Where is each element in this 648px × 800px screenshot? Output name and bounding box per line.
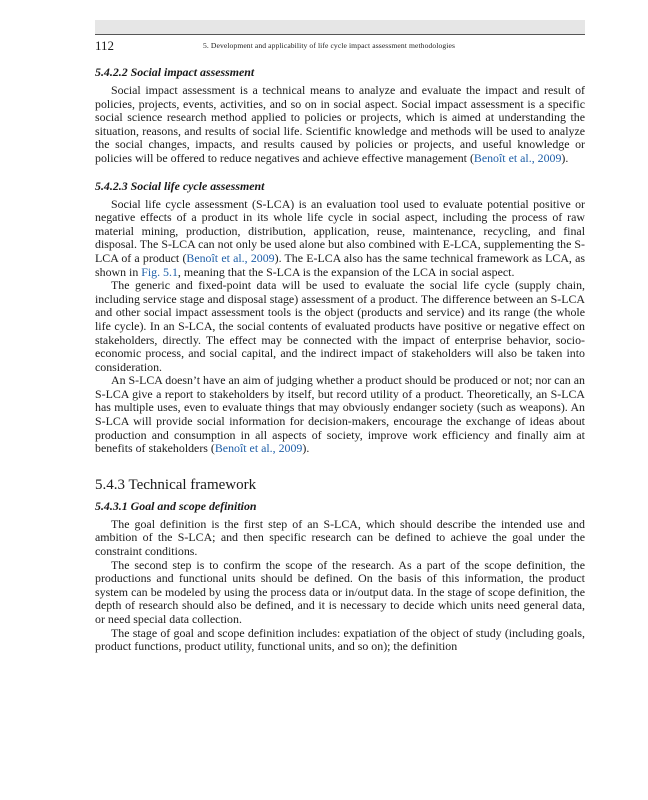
paragraph: Social life cycle assessment (S-LCA) is an evaluation tool used to evaluate potential positive or negative effects of a product in its whole life cycle in social aspect, including the process of raw material mining, production, distribution, application, reuse, maintenance, recycling, and final disposal. The S-LCA can not only be used alone but also combined with E-LCA, supplementing the S-LCA of a product (Benoît et al., 2009). The E-LCA also has the same technical framework as LCA, as shown in Fig. 5.1, meaning that the S-LCA is the expansion of the LCA in social aspect. (95, 196, 586, 279)
top-band (95, 20, 585, 34)
citation-link[interactable]: Benoît et al., 2009 (473, 150, 562, 165)
section-heading-goal-and-scope-definition: 5.4.3.1 Goal and scope definition (95, 498, 257, 513)
citation-link[interactable]: Benoît et al., 2009 (186, 250, 275, 265)
page-number: 112 (95, 38, 115, 53)
section-heading-social-life-cycle-assessment: 5.4.2.3 Social life cycle assessment (95, 178, 265, 193)
paragraph: The generic and fixed-point data will be used to evaluate the social life cycle (supply chain, including service stage and disposal stage) assessment of a product. The difference between an S-LCA and other social impact assessment tools is the object (products and service) and its range (the whole life cycle). In an S-LCA, the social contents of evaluated products have positive or negative effect on stakeholders, directly. The effect may be connected with the impact of enterprise behavior, socio-economic process, and social capital, and the indirect impact of stakeholders will also be taken into consideration. (95, 278, 585, 374)
figure-link[interactable]: Fig. 5.1 (141, 264, 178, 279)
section-heading-social-impact-assessment: 5.4.2.2 Social impact assessment (95, 65, 255, 79)
section-heading-technical-framework: 5.4.3 Technical framework (95, 476, 257, 493)
paragraph: The stage of goal and scope definition includes: expatiation of the object of study (including goals, product functions, product utility, functional units, and so on); the definition (95, 625, 585, 654)
paragraph: An S-LCA doesn’t have an aim of judging whether a product should be produced or not; nor can an S-LCA give a report to stakeholders by itself, but record utility of a product. Theoretically, an S-LCA has multiple uses, even to evaluate things that may obviously endanger society (such as weapons). An S-LCA will provide social information for decision-makers, encourage the exchange of ideas about production and consumption in all aspects of society, improve work efficiency and finally aim at benefits of stakeholders (Benoît et al., 2009). (95, 373, 585, 456)
paragraph: The second step is to confirm the scope of the research. As a part of the scope definition, the productions and functional units should be defined. On the basis of this information, the product system can be modeled by using the process data or in/output data. In the stage of scope definition, the depth of research should also be defined, and it is necessary to decide which units need general data, or need special data collection. (95, 557, 585, 626)
citation-link[interactable]: Benoît et al., 2009 (214, 441, 303, 456)
paragraph: The goal definition is the first step of an S-LCA, which should describe the intended use and ambition of the S-LCA; and then specific research can be defined to achieve the goal under the constraint conditions. (95, 516, 585, 559)
page-body (95, 62, 585, 654)
paragraph: Social impact assessment is a technical means to analyze and evaluate the impact and result of policies, projects, events, activities, and so on in social aspect. Social impact assessment is a specific social science research method applied to policies or projects, which is aimed at understanding the situation, reasons, and results of social life. Scientific knowledge and methods will be used to analyze the social changes, impacts, and results caused by policies or projects, and useful knowledge or policies will be offered to reduce negatives and achieve effective management (Benoît et al., 2009). (95, 83, 585, 165)
page-header (95, 34, 585, 55)
running-head: 5. Development and applicability of life cycle impact assessment methodologies (203, 41, 455, 50)
